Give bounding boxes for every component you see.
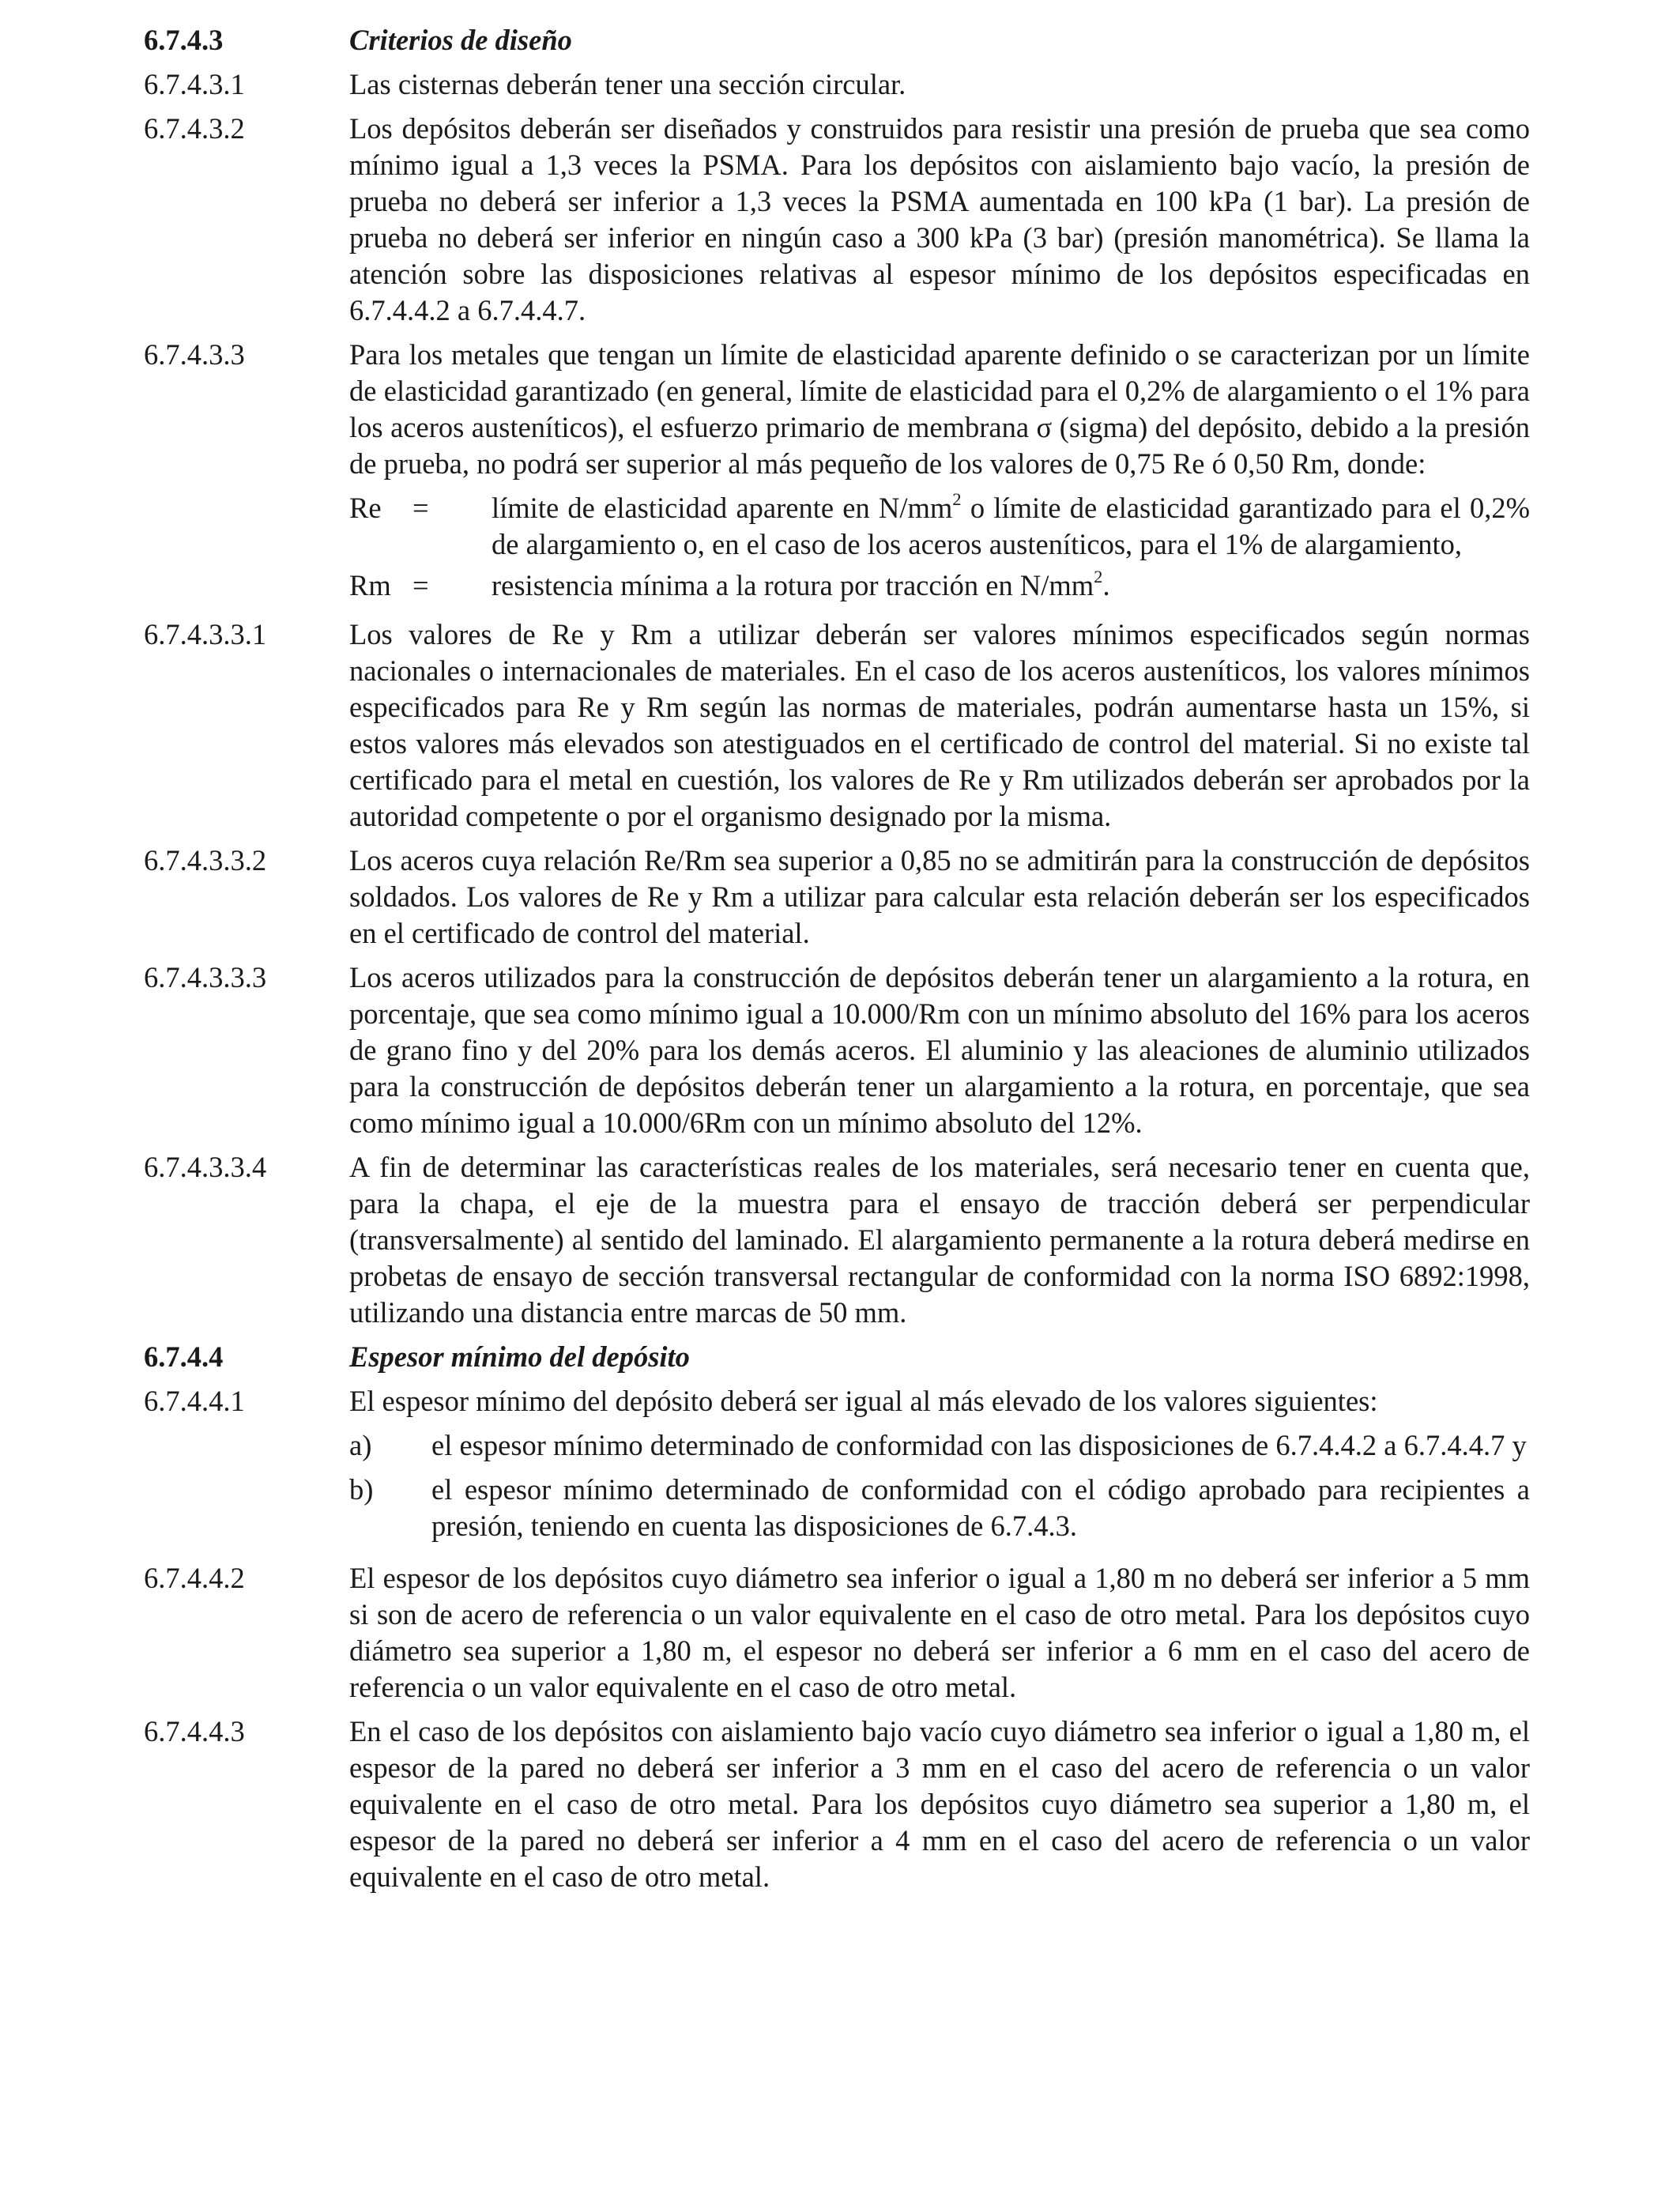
paragraph-number: 6.7.4.3.3.4 xyxy=(144,1151,267,1183)
paragraph-number: 6.7.4.4.3 xyxy=(144,1715,245,1747)
paragraph-text: Los aceros cuya relación Re/Rm sea superior a 0,85 no se admitirán para la construcción de depósitos soldados. Los valores de Re y Rm a utilizar para calcular esta relación deberán ser los especificados en el certificado de control del material. xyxy=(349,844,1530,949)
paragraph-text: Los valores de Re y Rm a utilizar deberán ser valores mínimos especificados según normas nacionales o internacionales de materiales. En el caso de los aceros austeníticos, los valores mínimos especificados para Re y Rm según las normas de materiales, podrán aumentarse hasta un 15%, si estos valores más elevados son atestiguados en el certificado de control del material. Si no existe tal certificado para el metal en cuestión, los valores de Re y Rm utilizados deberán ser aprobados por la autoridad competente o por el organismo designado por la misma. xyxy=(349,618,1530,832)
paragraph-text: Los depósitos deberán ser diseñados y construidos para resistir una presión de prueba que sea como mínimo igual a 1,3 veces la PSMA. Para los depósitos con aislamiento bajo vacío, la presión de prueba no deberá ser inferior a 1,3 veces la PSMA aumentada en 100 kPa (1 bar). La presión de prueba no deberá ser inferior en ningún caso a 300 kPa (3 bar) (presión manométrica). Se llama la atención sobre las disposiciones relativas al espesor mínimo de los depósitos especificadas en 6.7.4.4.2 a 6.7.4.4.7. xyxy=(349,112,1530,326)
list-item-label: a) xyxy=(349,1429,372,1461)
paragraph-number: 6.7.4.3.3 xyxy=(144,338,245,371)
list-item-text: el espesor mínimo determinado de conformidad con el código aprobado para recipientes a presión, teniendo en cuenta las disposiciones de 6.7.4.3. xyxy=(431,1473,1530,1542)
paragraph-number: 6.7.4.3.3.2 xyxy=(144,844,267,876)
paragraph-text: El espesor de los depósitos cuyo diámetro sea inferior o igual a 1,80 m no deberá ser inferior a 5 mm si son de acero de referencia o un valor equivalente en el caso de otro metal. Para los depósitos cuyo diámetro sea superior a 1,80 m, el espesor no deberá ser inferior a 6 mm en el caso del acero de referencia o un valor equivalente en el caso de otro metal. xyxy=(349,1562,1530,1703)
definition-rm xyxy=(349,567,1530,604)
paragraph-number: 6.7.4.4.1 xyxy=(144,1385,245,1417)
list-item-a xyxy=(349,1427,1530,1464)
section-heading-6-7-4-3 xyxy=(144,22,1530,58)
paragraph-6-7-4-3-3 xyxy=(144,337,1530,609)
paragraph-text: En el caso de los depósitos con aislamiento bajo vacío cuyo diámetro sea inferior o igual a 1,80 m, el espesor de la pared no deberá ser inferior a 3 mm en el caso del acero de referencia o un valor equivalente en el caso de otro metal. Para los depósitos cuyo diámetro sea superior a 1,80 m, el espesor de la pared no deberá ser inferior a 4 mm en el caso del acero de referencia o un valor equivalente en el caso de otro metal. xyxy=(349,1715,1530,1893)
paragraph-6-7-4-4-1 xyxy=(144,1383,1530,1552)
definition-text-part: límite de elasticidad aparente en N/mm xyxy=(492,492,953,524)
paragraph-body xyxy=(349,1383,1530,1552)
section-number: 6.7.4.4 xyxy=(144,1340,224,1373)
paragraph-body xyxy=(349,337,1530,609)
definition-text-part: . xyxy=(1102,569,1110,601)
section-title: Criterios de diseño xyxy=(349,24,572,56)
list-item-label: b) xyxy=(349,1473,374,1506)
definition-description xyxy=(492,567,1530,604)
paragraph-text: Para los metales que tengan un límite de elasticidad aparente definido o se caracterizan por un límite de elasticidad garantizado (en general, límite de elasticidad para el 0,2% de alargamiento o el 1% para los aceros austeníticos), el esfuerzo primario de membrana σ (sigma) del depósito, debido a la presión de prueba, no podrá ser superior al más pequeño de los valores de 0,75 Re ó 0,50 Rm, donde: xyxy=(349,338,1530,480)
paragraph-6-7-4-3-2 xyxy=(144,111,1530,329)
paragraph-6-7-4-3-3-2 xyxy=(144,843,1530,952)
definition-re xyxy=(349,490,1530,563)
definition-list xyxy=(349,490,1530,604)
definition-equals: = xyxy=(412,492,429,524)
section-title: Espesor mínimo del depósito xyxy=(349,1340,690,1373)
paragraph-6-7-4-4-3 xyxy=(144,1713,1530,1895)
paragraph-6-7-4-4-2 xyxy=(144,1560,1530,1706)
list-item-text: el espesor mínimo determinado de conformidad con las disposiciones de 6.7.4.4.2 a 6.7.4.4.7 y xyxy=(431,1429,1527,1461)
definition-description xyxy=(492,490,1530,563)
superscript: 2 xyxy=(952,489,962,510)
paragraph-number: 6.7.4.3.1 xyxy=(144,68,245,100)
paragraph-text: Las cisternas deberán tener una sección circular. xyxy=(349,68,906,100)
paragraph-6-7-4-3-3-3 xyxy=(144,959,1530,1141)
paragraph-number: 6.7.4.3.3.3 xyxy=(144,961,267,993)
definition-text-part: resistencia mínima a la rotura por tracción en N/mm xyxy=(492,569,1094,601)
paragraph-number: 6.7.4.4.2 xyxy=(144,1562,245,1594)
list-item-b xyxy=(349,1472,1530,1544)
definition-equals: = xyxy=(412,569,429,601)
paragraph-text: El espesor mínimo del depósito deberá ser igual al más elevado de los valores siguientes: xyxy=(349,1385,1378,1417)
item-list xyxy=(349,1427,1530,1544)
paragraph-number: 6.7.4.3.3.1 xyxy=(144,618,267,650)
definition-text-part: o límite de elasticidad garantizado para el 0,2% de alargamiento o, en el caso de los aceros austeníticos, para el 1% de alargamiento, xyxy=(492,492,1530,560)
definition-term: Rm xyxy=(349,569,391,601)
paragraph-number: 6.7.4.3.2 xyxy=(144,112,245,145)
section-heading-6-7-4-4 xyxy=(144,1339,1530,1375)
paragraph-6-7-4-3-3-4 xyxy=(144,1149,1530,1331)
paragraph-6-7-4-3-1 xyxy=(144,66,1530,103)
paragraph-6-7-4-3-3-1 xyxy=(144,616,1530,835)
section-number: 6.7.4.3 xyxy=(144,24,224,56)
superscript: 2 xyxy=(1094,567,1103,587)
definition-term: Re xyxy=(349,492,382,524)
paragraph-text: Los aceros utilizados para la construcción de depósitos deberán tener un alargamiento a la rotura, en porcentaje, que sea como mínimo igual a 10.000/Rm con un mínimo absoluto del 16% para los aceros de grano fino y del 20% para los demás aceros. El aluminio y las aleaciones de aluminio utilizados para la construcción de depósitos deberán tener un alargamiento a la rotura, en porcentaje, que sea como mínimo igual a 10.000/6Rm con un mínimo absoluto del 12%. xyxy=(349,961,1530,1139)
paragraph-text: A fin de determinar las características reales de los materiales, será necesario tener en cuenta que, para la chapa, el eje de la muestra para el ensayo de tracción deberá ser perpendicular (transversalmente) al sentido del laminado. El alargamiento permanente a la rotura deberá medirse en probetas de ensayo de sección transversal rectangular de conformidad con la norma ISO 6892:1998, utilizando una distancia entre marcas de 50 mm. xyxy=(349,1151,1530,1329)
document-page xyxy=(144,22,1530,1903)
